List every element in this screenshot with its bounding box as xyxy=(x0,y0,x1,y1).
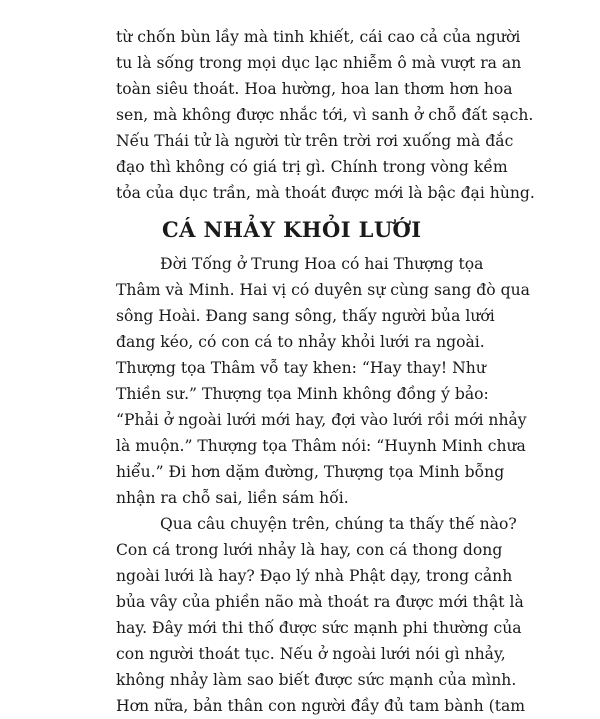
text-line: toàn siêu thoát. Hoa hường, hoa lan thơm hơn hoa xyxy=(116,80,513,98)
text-line: đạo thì không có giá trị gì. Chính trong vòng kềm xyxy=(116,158,508,176)
text-line: Qua câu chuyện trên, chúng ta thấy thế nào? xyxy=(160,515,517,533)
text-line: Đời Tống ở Trung Hoa có hai Thượng tọa xyxy=(160,255,484,273)
text-line: “Phải ở ngoài lưới mới hay, đợi vào lưới rồi mới nhảy xyxy=(116,411,527,429)
text-line: ngoài lưới là hay? Đạo lý nhà Phật dạy, trong cảnh xyxy=(116,567,513,585)
text-line: tu là sống trong mọi dục lạc nhiễm ô mà vượt ra an xyxy=(116,54,522,72)
text-line: Con cá trong lưới nhảy là hay, con cá thong dong xyxy=(116,541,503,559)
intro-paragraph xyxy=(116,24,535,206)
text-line: con người thoát tục. Nếu ở ngoài lưới nói gì nhảy, xyxy=(116,645,506,663)
reflection-paragraph xyxy=(116,511,526,719)
text-line: là muộn.” Thượng tọa Thâm nói: “Huynh Minh chưa xyxy=(116,437,526,455)
text-line: sông Hoài. Đang sang sông, thấy người bủa lưới xyxy=(116,307,495,325)
text-line: Thượng tọa Thâm vỗ tay khen: “Hay thay! Như xyxy=(116,359,486,377)
text-line: sen, mà không được nhắc tới, vì sanh ở chỗ đất sạch. xyxy=(116,106,534,124)
story-paragraph xyxy=(116,251,530,511)
book-page xyxy=(116,24,535,719)
text-line: nhận ra chỗ sai, liền sám hối. xyxy=(116,489,349,507)
text-line: Hơn nữa, bản thân con người đầy đủ tam bành (tam xyxy=(116,697,526,715)
text-line: Thâm và Minh. Hai vị có duyên sự cùng sang đò qua xyxy=(116,281,530,299)
section-heading: CÁ NHẢY KHỎI LƯỚI xyxy=(162,217,422,242)
text-line: Thiền sư.” Thượng tọa Minh không đồng ý bảo: xyxy=(116,385,489,403)
text-line: từ chốn bùn lầy mà tinh khiết, cái cao cả của người xyxy=(116,28,521,46)
text-line: bủa vây của phiền não mà thoát ra được mới thật là xyxy=(116,593,524,611)
text-line: hay. Đây mới thi thố được sức mạnh phi thường của xyxy=(116,619,522,637)
text-line: không nhảy làm sao biết được sức mạnh của mình. xyxy=(116,671,517,689)
text-line: hiểu.” Đi hơn dặm đường, Thượng tọa Minh bỗng xyxy=(116,463,505,481)
text-line: đang kéo, có con cá to nhảy khỏi lưới ra ngoài. xyxy=(116,333,485,351)
text-line: Nếu Thái tử là người từ trên trời rơi xuống mà đắc xyxy=(116,132,514,150)
text-line: tỏa của dục trần, mà thoát được mới là bậc đại hùng. xyxy=(116,184,535,202)
